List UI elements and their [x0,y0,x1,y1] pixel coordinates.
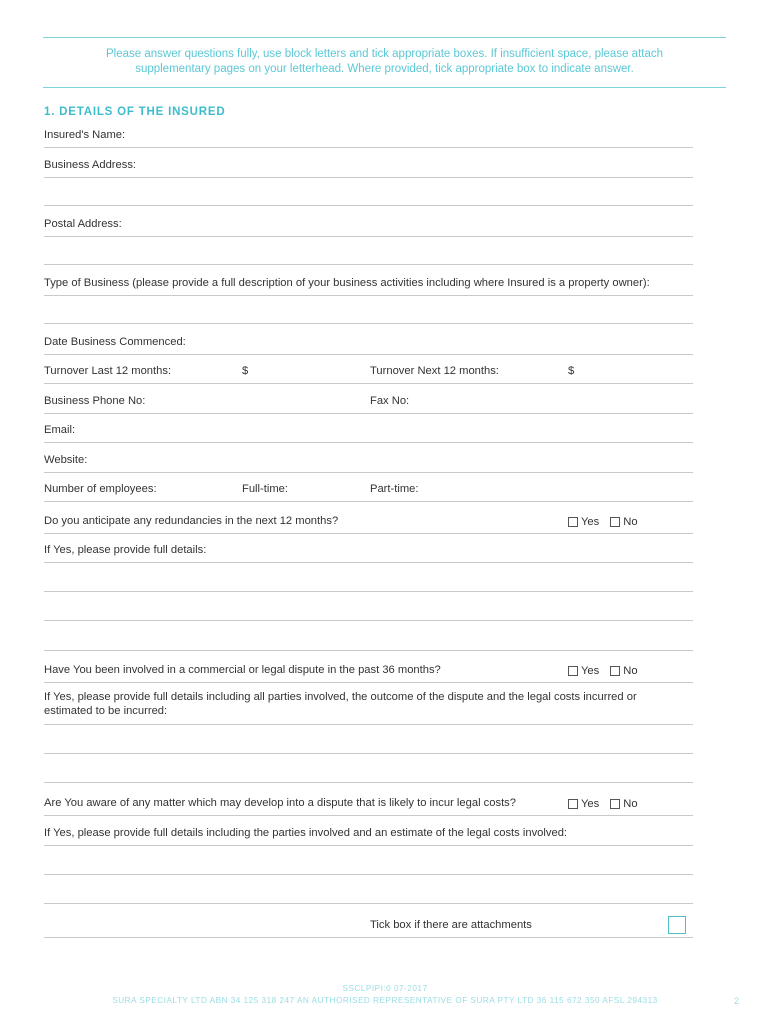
dispute-details-field[interactable] [44,686,693,725]
date-commenced-field[interactable] [44,327,693,355]
no-label: No [623,516,638,528]
matter-question [44,787,693,816]
redundancies-details-line-2[interactable] [44,591,693,592]
matter-details-blank-2[interactable] [44,903,693,904]
yes-label: Yes [581,516,600,528]
employees-row[interactable] [44,474,693,502]
dispute-details-blank-1[interactable] [44,753,693,754]
turnover-row[interactable] [44,356,693,384]
website-label: Website: [44,454,88,466]
attachments-label: Tick box if there are attachments [370,919,532,931]
checkbox-icon[interactable] [568,666,578,676]
dispute-details-blank-2[interactable] [44,782,693,783]
redundancies-question-text: Do you anticipate any redundancies in the next 12 months? [44,515,339,527]
top-divider [43,37,726,38]
insured-name-label: Insured's Name: [44,129,126,141]
attachments-row [44,910,693,938]
type-of-business-label: Type of Business (please provide a full description of your business activities including where Insured is a property owner): [44,277,650,289]
redundancies-options [568,516,638,528]
type-of-business-line-2[interactable] [44,323,693,324]
page-number: 2 [734,996,740,1006]
dispute-details-line-2: estimated to be incurred: [44,705,168,717]
matter-options [568,798,638,810]
section-title: 1. DETAILS OF THE INSURED [44,106,226,118]
email-field[interactable] [44,415,693,443]
attachments-checkbox[interactable] [668,916,686,934]
matter-no[interactable] [610,798,637,810]
business-address-label: Business Address: [44,159,137,171]
instructions-line-2: supplementary pages on your letterhead. Where provided, tick appropriate box to indicate answer. [135,63,634,75]
matter-yes[interactable] [568,798,599,810]
footer-company: SURA SPECIALTY LTD ABN 34 125 318 247 AN AUTHORISED REPRESENTATIVE OF SURA PTY LTD 36 115 672 350 AFSL 294313 [112,996,658,1005]
redundancies-details-line-3[interactable] [44,620,693,621]
full-time-label: Full-time: [242,483,288,495]
business-address-line-2[interactable] [44,205,693,206]
matter-details-blank-1[interactable] [44,874,693,875]
turnover-last-label: Turnover Last 12 months: [44,365,172,377]
turnover-next-currency: $ [568,365,575,377]
checkbox-icon[interactable] [610,517,620,527]
dispute-details-label [44,690,637,718]
dispute-yes[interactable] [568,665,599,677]
instructions-line-1: Please answer questions fully, use block letters and tick appropriate boxes. If insufficient space, please attach [106,48,663,60]
date-commenced-label: Date Business Commenced: [44,336,186,348]
matter-question-text: Are You aware of any matter which may develop into a dispute that is likely to incur legal costs? [44,797,516,809]
postal-address-line-2[interactable] [44,264,693,265]
matter-details-label: If Yes, please provide full details including the parties involved and an estimate of the legal costs involved: [44,827,568,839]
employees-label: Number of employees: [44,483,157,495]
instructions [43,47,726,77]
footer-code: SSCLPIPI:0 07-2017 [342,984,428,993]
redundancies-details-field[interactable] [44,535,693,563]
checkbox-icon[interactable] [610,666,620,676]
email-label: Email: [44,424,76,436]
checkbox-icon[interactable] [568,799,578,809]
no-label: No [623,665,638,677]
matter-details-field[interactable] [44,818,693,846]
redundancies-details-label: If Yes, please provide full details: [44,544,207,556]
redundancies-yes[interactable] [568,516,599,528]
no-label: No [623,798,638,810]
insured-name-field[interactable] [44,120,693,148]
business-phone-label: Business Phone No: [44,395,146,407]
dispute-question-text: Have You been involved in a commercial or legal dispute in the past 36 months? [44,664,441,676]
website-field[interactable] [44,445,693,473]
instructions-divider [43,87,726,88]
dispute-details-line-1: If Yes, please provide full details including all parties involved, the outcome of the dispute and the legal costs incurred or [44,691,637,703]
fax-label: Fax No: [370,395,410,407]
dispute-no[interactable] [610,665,637,677]
turnover-next-label: Turnover Next 12 months: [370,365,499,377]
yes-label: Yes [581,798,600,810]
phone-fax-row[interactable] [44,386,693,414]
redundancies-details-line-4[interactable] [44,650,693,651]
postal-address-label: Postal Address: [44,218,122,230]
dispute-options [568,665,638,677]
postal-address-field[interactable] [44,209,693,237]
yes-label: Yes [581,665,600,677]
redundancies-question [44,505,693,534]
checkbox-icon[interactable] [568,517,578,527]
type-of-business-field[interactable] [44,268,693,296]
redundancies-no[interactable] [610,516,637,528]
part-time-label: Part-time: [370,483,419,495]
dispute-question [44,654,693,683]
turnover-last-currency: $ [242,365,249,377]
business-address-field[interactable] [44,150,693,178]
checkbox-icon[interactable] [610,799,620,809]
